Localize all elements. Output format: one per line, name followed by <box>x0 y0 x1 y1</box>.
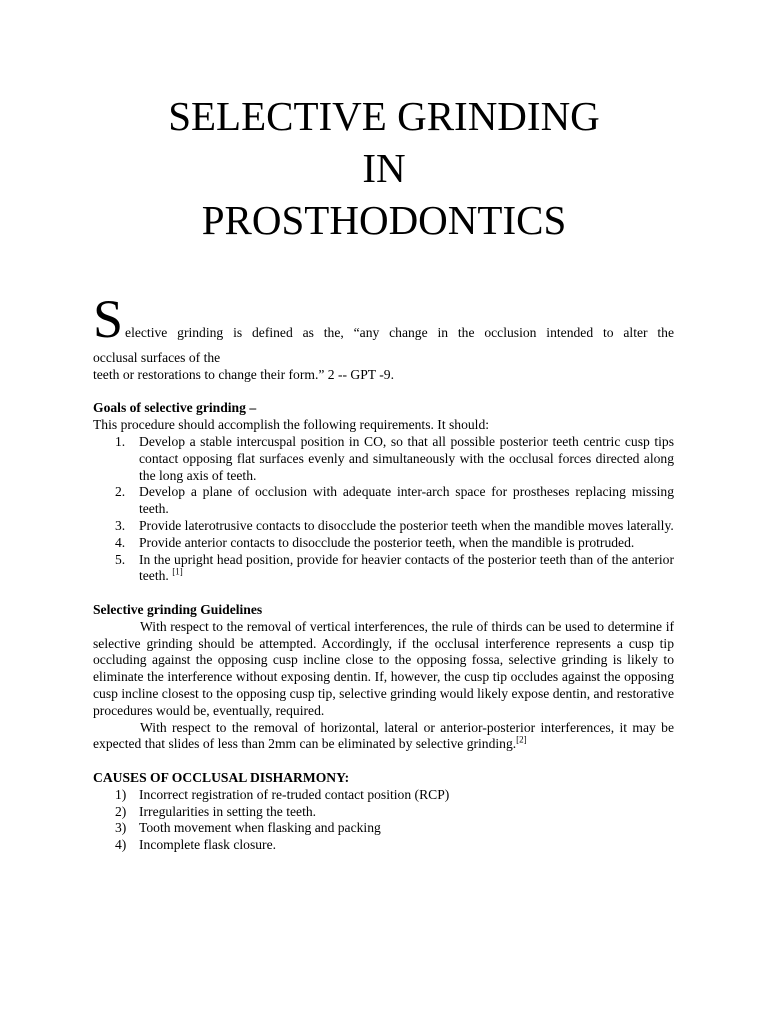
goals-list <box>93 434 674 585</box>
goals-lead: This procedure should accomplish the following requirements. It should: <box>93 417 490 433</box>
list-item-text: Incorrect registration of re-truded contact position (RCP) <box>139 786 450 802</box>
list-item-text: Irregularities in setting the teeth. <box>139 803 317 819</box>
list-item-text: Develop a stable intercuspal position in CO, so that all possible posterior teeth centric cusp tips contact opposing flat surfaces evenly and simultaneously with the occlusal forces directed along the long axis of teeth. <box>139 433 674 483</box>
list-number: 3. <box>115 517 126 533</box>
list-number: 1. <box>115 433 126 449</box>
guidelines-paragraph-2-text: With respect to the removal of horizontal, lateral or anterior-posterior interferences, it may be expected that slides of less than 2mm can be eliminated by selective grinding. <box>93 719 674 752</box>
goals-list-item <box>93 434 674 484</box>
causes-list-item <box>93 837 674 854</box>
list-number: 2. <box>115 484 126 500</box>
reference-marker[interactable]: [2] <box>516 734 527 745</box>
goals-list-item <box>93 552 674 586</box>
goals-list-item <box>93 518 674 535</box>
list-item-text: Tooth movement when flasking and packing <box>139 820 381 836</box>
list-number: 2) <box>115 803 127 819</box>
goals-heading: Goals of selective grinding – <box>93 400 257 416</box>
goals-list-item <box>93 484 674 518</box>
list-number: 5. <box>115 551 126 567</box>
reference-marker[interactable]: [1] <box>172 566 183 577</box>
title-line-3: PROSTHODONTICS <box>201 197 567 243</box>
causes-list-item <box>93 787 674 804</box>
guidelines-paragraph-1: With respect to the removal of vertical interferences, the rule of thirds can be used to determine if selective grinding should be attempted. Accordingly, if the occlusal interference represents a cusp tip occluding against the opposing cusp incline close to the opposing fossa, selective grinding is likely to eliminate the interference without exposing dentin. If, however, the cusp tip occludes against the opposing cusp incline closest to the opposing cusp tip, selective grinding would likely expose dentin, and restorative procedures would be, eventually, required. <box>93 618 674 718</box>
list-item-text: Provide laterotrusive contacts to disocclude the posterior teeth when the mandible moves laterally. <box>139 517 674 533</box>
document-title <box>0 90 768 246</box>
title-line-1: SELECTIVE GRINDING <box>168 93 600 139</box>
guidelines-paragraph-2 <box>93 720 674 754</box>
list-number: 4. <box>115 534 126 550</box>
list-number: 3) <box>115 820 127 836</box>
spacer <box>93 585 674 602</box>
list-item-text: Provide anterior contacts to disocclude the posterior teeth, when the mandible is protruded. <box>139 534 635 550</box>
intro-first-line <box>93 289 674 349</box>
list-number: 1) <box>115 786 127 802</box>
causes-list-item <box>93 804 674 821</box>
goals-list-item <box>93 535 674 552</box>
document-body <box>93 289 674 854</box>
causes-list <box>93 787 674 854</box>
intro-line-3: teeth or restorations to change their form.” 2 -- GPT -9. <box>93 366 394 382</box>
list-item-text: In the upright head position, provide for heavier contacts of the posterior teeth than of the anterior teeth. <box>139 551 674 584</box>
intro-line-2: occlusal surfaces of the <box>93 350 221 365</box>
title-line-2: IN <box>362 145 406 191</box>
list-number: 4) <box>115 837 127 853</box>
list-item-text: Develop a plane of occlusion with adequate inter-arch space for prostheses replacing missing teeth. <box>139 484 674 517</box>
causes-list-item <box>93 820 674 837</box>
list-item-text: Incomplete flask closure. <box>139 837 277 853</box>
causes-heading: CAUSES OF OCCLUSAL DISHARMONY: <box>93 769 350 785</box>
guidelines-heading: Selective grinding Guidelines <box>93 601 263 617</box>
drop-cap: S <box>93 289 124 349</box>
intro-line-1-text: elective grinding is defined as the, “any change in the occlusion intended to alter the <box>125 325 674 341</box>
spacer <box>93 384 674 401</box>
spacer <box>93 753 674 770</box>
